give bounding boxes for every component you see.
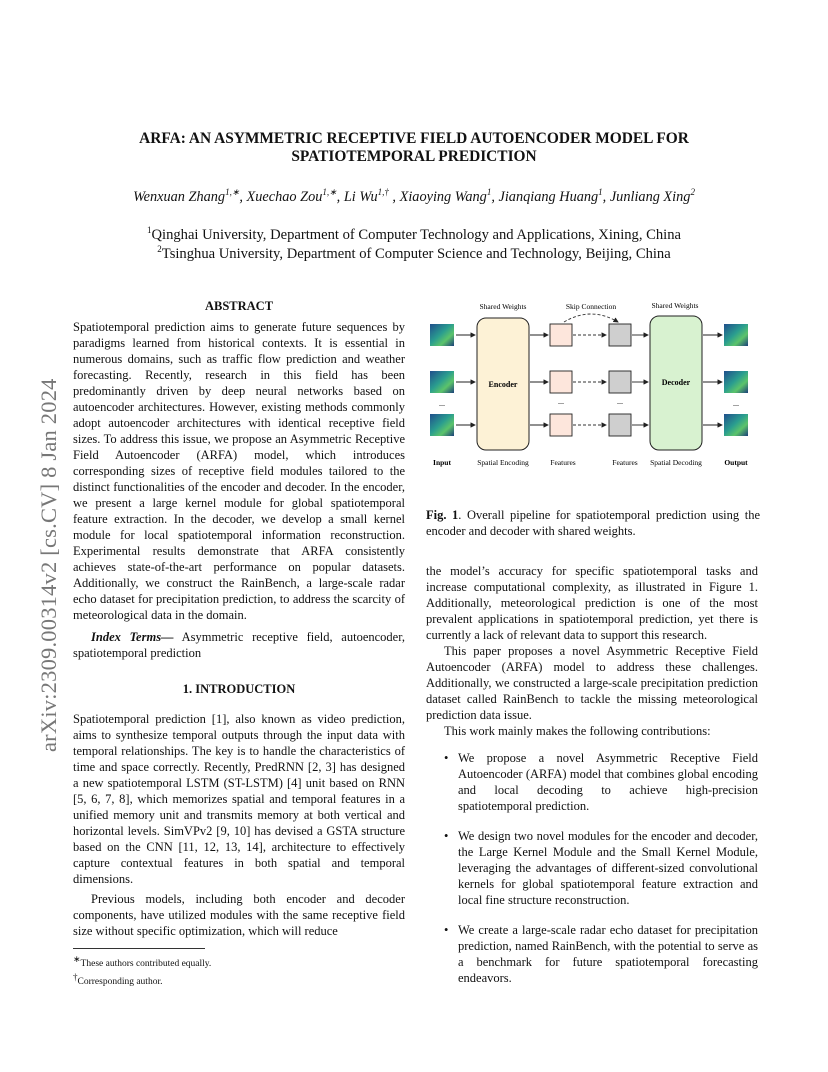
footnote-2 bbox=[73, 971, 211, 989]
footnotes bbox=[73, 953, 211, 989]
footnote-rule bbox=[73, 948, 205, 949]
author-mark: 1,∗ bbox=[225, 187, 240, 197]
decoded-feature-2 bbox=[609, 371, 631, 393]
footnote-text: These authors contributed equally. bbox=[80, 959, 212, 970]
output-frame-3 bbox=[724, 414, 748, 436]
encoded-feature-3 bbox=[550, 414, 572, 436]
contribution-text: We create a large-scale radar echo dataset for precipitation prediction, named RainBench, with the potential to serve as a benchmark for future spatiotemporal forecasting endeavors. bbox=[458, 923, 758, 985]
right-paragraph-2: This paper proposes a novel Asymmetric Receptive Field Autoencoder (ARFA) model to address these challenges. Additionally, we constructed a large-scale precipitation prediction dataset called RainBench to tackle the missing meteorological prediction data issue. bbox=[426, 644, 758, 722]
bullet-icon: • bbox=[444, 829, 449, 843]
right-paragraph-3: This work mainly makes the following contributions: bbox=[444, 724, 711, 738]
author-name: Wenxuan Zhang bbox=[133, 188, 226, 205]
decoder-label: Decoder bbox=[661, 378, 691, 387]
affiliation-mark: 1 bbox=[146, 225, 152, 235]
input-frame-1 bbox=[430, 324, 454, 346]
figure-caption: Fig. 1. Overall pipeline for spatiotemporal prediction using the encoder and decoder with shared weights. bbox=[426, 508, 760, 538]
author-mark: 1,† bbox=[377, 187, 389, 197]
footnote-1 bbox=[73, 953, 211, 971]
abstract-text: Spatiotemporal prediction aims to generate future sequences by paradigms learned from historical contexts. It is essential in numerous domains, such as traffic flow prediction and weather forecasting. Recently, research in this field has been predominantly driven by deep neural networks based on autoencoder architectures. However, existing methods commonly adopt autoencoder architectures with identical receptive field sizes. To address this issue, we propose an Asymmetric Receptive Field Autoencoder (ARFA) model, which introduces corresponding sizes of receptive field modules tailored to the distinct functionalities of the encoder and decoder. In the encoder, we present a large kernel module for global spatiotemporal feature extraction. In the decoder, we develop a small kernel module for local spatiotemporal information reconstruction. Experimental results demonstrate that ARFA consistently achieves state-of-the-art performance on popular datasets. Additionally, we construct the RainBench, a large-scale radar echo dataset for precipitation prediction, to address the scarcity of meteorological data in the domain. bbox=[73, 320, 405, 622]
affiliation-text: Tsinghua University, Department of Computer Science and Technology, Beijing, China bbox=[161, 245, 671, 262]
paper-title bbox=[90, 130, 738, 166]
output-frame-2 bbox=[724, 371, 748, 393]
arxiv-id: arXiv:2309.00314v2 [cs.CV] 8 Jan 2024 bbox=[36, 378, 61, 752]
index-terms bbox=[73, 629, 405, 661]
label-output: Output bbox=[724, 458, 748, 467]
left-column bbox=[73, 298, 405, 939]
label-features-left: Features bbox=[550, 458, 576, 467]
feature-ellipsis: ... bbox=[617, 397, 623, 406]
author-name: Xuechao Zou bbox=[246, 188, 323, 205]
affiliation-2 bbox=[60, 244, 768, 263]
skip-connection-arc bbox=[564, 314, 618, 322]
contribution-text: We propose a novel Asymmetric Receptive Field Autoencoder (ARFA) model that combines global encoding and local decoding to achieve high-precision spatiotemporal prediction. bbox=[458, 751, 758, 813]
author-name: Junliang Xing bbox=[609, 188, 691, 205]
contribution-item bbox=[426, 750, 758, 814]
title-line-2: SPATIOTEMPORAL PREDICTION bbox=[291, 148, 537, 165]
label-shared-weights-left: Shared Weights bbox=[479, 302, 527, 311]
author-mark: 1,∗ bbox=[322, 187, 337, 197]
arxiv-stamp bbox=[16, 296, 61, 752]
input-ellipsis: ... bbox=[439, 399, 445, 408]
intro-paragraph-2: Previous models, including both encoder and decoder components, have utilized modules with the same receptive field size without specific optimization, which will reduce bbox=[73, 892, 405, 938]
abstract-heading: ABSTRACT bbox=[204, 299, 274, 313]
output-ellipsis: ... bbox=[733, 399, 739, 408]
right-column bbox=[426, 563, 758, 1000]
affiliation-mark: 2 bbox=[157, 244, 162, 254]
author-name: Jianqiang Huang bbox=[498, 188, 599, 205]
affiliation-1 bbox=[60, 225, 768, 244]
encoded-feature-2 bbox=[550, 371, 572, 393]
bullet-icon: • bbox=[444, 751, 449, 765]
intro-paragraph-1: Spatiotemporal prediction [1], also known as video prediction, aims to synthesize temporal outputs through the input data with temporal relationships. The key is to handle the characteristics of time and space correctly. Recently, PredRNN [2, 3] has designed a new spatiotemporal LSTM (ST-LSTM) [4] unit based on RNN [5, 6, 7, 8], which memorizes spatial and temporal features in a unified memory unit and transmits memory at both vertical and horizontal levels. SimVPv2 [9, 10] has devised a GSTA structure based on the CNN [11, 12, 13, 14], architecture to effectively capture contextual features in both spatial and temporal dimensions. bbox=[73, 712, 405, 886]
figure-caption-label: Fig. 1 bbox=[426, 508, 459, 522]
input-frame-2 bbox=[430, 371, 454, 393]
label-features-right: Features bbox=[612, 458, 638, 467]
author-name: Xiaoying Wang bbox=[399, 188, 487, 205]
decoded-feature-1 bbox=[609, 324, 631, 346]
affiliation-text: Qinghai University, Department of Computer Technology and Applications, Xining, China bbox=[151, 226, 682, 243]
author-mark: 1 bbox=[598, 187, 603, 197]
decoded-feature-3 bbox=[609, 414, 631, 436]
contribution-item bbox=[426, 828, 758, 908]
footnote-text: Corresponding author. bbox=[77, 977, 163, 988]
author-list: Wenxuan Zhang$^{1,∗}$, Xuechao Zou$^{1,∗}$, Li $Wu^{1,\dagger}$ , Xiaoying Wang$^1$, Jianqiang Huang$^1$, Junliang Xing$^2$ bbox=[133, 187, 695, 205]
label-spatial-encoding: Spatial Encoding bbox=[477, 458, 529, 467]
intro-heading: 1. INTRODUCTION bbox=[182, 682, 296, 696]
label-skip-connection: Skip Connection bbox=[565, 302, 617, 311]
contribution-list bbox=[426, 750, 758, 986]
contribution-item bbox=[426, 922, 758, 986]
bullet-icon: • bbox=[444, 923, 449, 937]
title-line-1: ARFA: AN ASYMMETRIC RECEPTIVE FIELD AUTOENCODER MODEL FOR bbox=[139, 130, 689, 147]
author-mark: 2 bbox=[690, 187, 695, 197]
pipeline-figure bbox=[426, 296, 762, 476]
input-frame-3 bbox=[430, 414, 454, 436]
footnote-mark: ∗ bbox=[73, 954, 81, 964]
right-paragraph-1: the model’s accuracy for specific spatiotemporal tasks and increase computational complexity, as illustrated in Figure 1. Additionally, meteorological prediction is one of the most prevalent applications in spatiotemporal prediction, yet there is currently a lack of relevant data to support this research. bbox=[426, 564, 758, 642]
encoded-feature-1 bbox=[550, 324, 572, 346]
label-shared-weights-right: Shared Weights bbox=[651, 301, 699, 310]
label-spatial-decoding: Spatial Decoding bbox=[650, 458, 702, 467]
feature-ellipsis: ... bbox=[558, 397, 564, 406]
index-terms-label: Index Terms— bbox=[91, 630, 174, 644]
output-frame-1 bbox=[724, 324, 748, 346]
encoder-label: Encoder bbox=[488, 380, 518, 389]
author-mark: 1 bbox=[486, 187, 492, 197]
author-name: Li Wu bbox=[343, 188, 378, 205]
footnote-mark: † bbox=[73, 972, 78, 983]
figure-caption-text: Overall pipeline for spatiotemporal prediction using the encoder and decoder with shared weights. bbox=[426, 508, 760, 538]
contribution-text: We design two novel modules for the encoder and decoder, the Large Kernel Module and the Small Kernel Module, leveraging the advantages of different-sized convolutional kernels for global spatiotemporal feature extraction and local fine structure reconstruction. bbox=[458, 829, 758, 907]
index-terms-text: Asymmetric receptive field, autoencoder, spatiotemporal prediction bbox=[73, 630, 406, 660]
label-input: Input bbox=[433, 458, 451, 467]
